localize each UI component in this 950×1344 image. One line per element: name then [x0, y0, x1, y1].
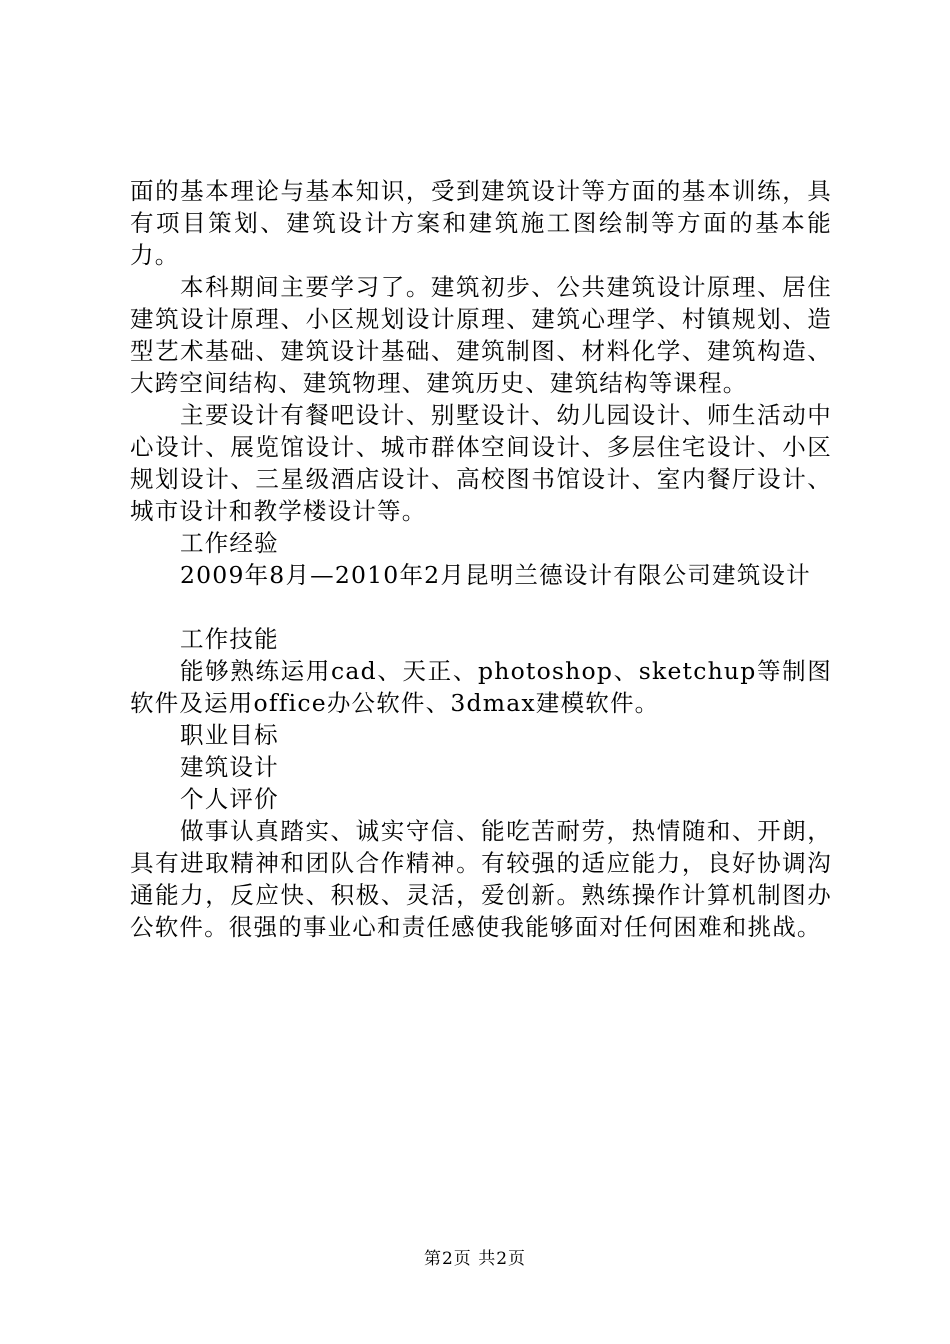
blank-line — [130, 591, 832, 623]
paragraph-work-experience: 2009年8月—2010年2月昆明兰德设计有限公司建筑设计 — [180, 561, 811, 589]
heading-career-goal: 职业目标 — [180, 721, 279, 749]
heading-work-experience: 工作经验 — [180, 529, 279, 557]
paragraph-career-goal: 建筑设计 — [180, 753, 279, 781]
paragraph-self-evaluation: 做事认真踏实、诚实守信、能吃苦耐劳，热情随和、开朗，具有进取精神和团队合作精神。有较强的适应能力，良好协调沟通能力，反应快、积极、灵活，爱创新。熟练操作计算机制图办公软件。很强的事业心和责任感使我能够面对任何困难和挑战。 — [130, 817, 832, 941]
document-body — [130, 175, 832, 943]
heading-work-skills: 工作技能 — [180, 625, 279, 653]
paragraph-courses: 本科期间主要学习了。建筑初步、公共建筑设计原理、居住建筑设计原理、小区规划设计原理、建筑心理学、村镇规划、造型艺术基础、建筑设计基础、建筑制图、材料化学、建筑构造、大跨空间结构、建筑物理、建筑历史、建筑结构等课程。 — [130, 273, 832, 397]
heading-self-evaluation: 个人评价 — [180, 785, 279, 813]
paragraph-design-projects: 主要设计有餐吧设计、别墅设计、幼儿园设计、师生活动中心设计、展览馆设计、城市群体空间设计、多层住宅设计、小区规划设计、三星级酒店设计、高校图书馆设计、室内餐厅设计、城市设计和教学楼设计等。 — [130, 401, 832, 525]
page-footer: 第2页 共2页 — [423, 1249, 527, 1269]
paragraph-work-skills: 能够熟练运用cad、天正、photoshop、sketchup等制图软件及运用office办公软件、3dmax建模软件。 — [130, 657, 832, 717]
paragraph-education-continued: 面的基本理论与基本知识，受到建筑设计等方面的基本训练，具有项目策划、建筑设计方案和建筑施工图绘制等方面的基本能力。 — [130, 177, 832, 269]
